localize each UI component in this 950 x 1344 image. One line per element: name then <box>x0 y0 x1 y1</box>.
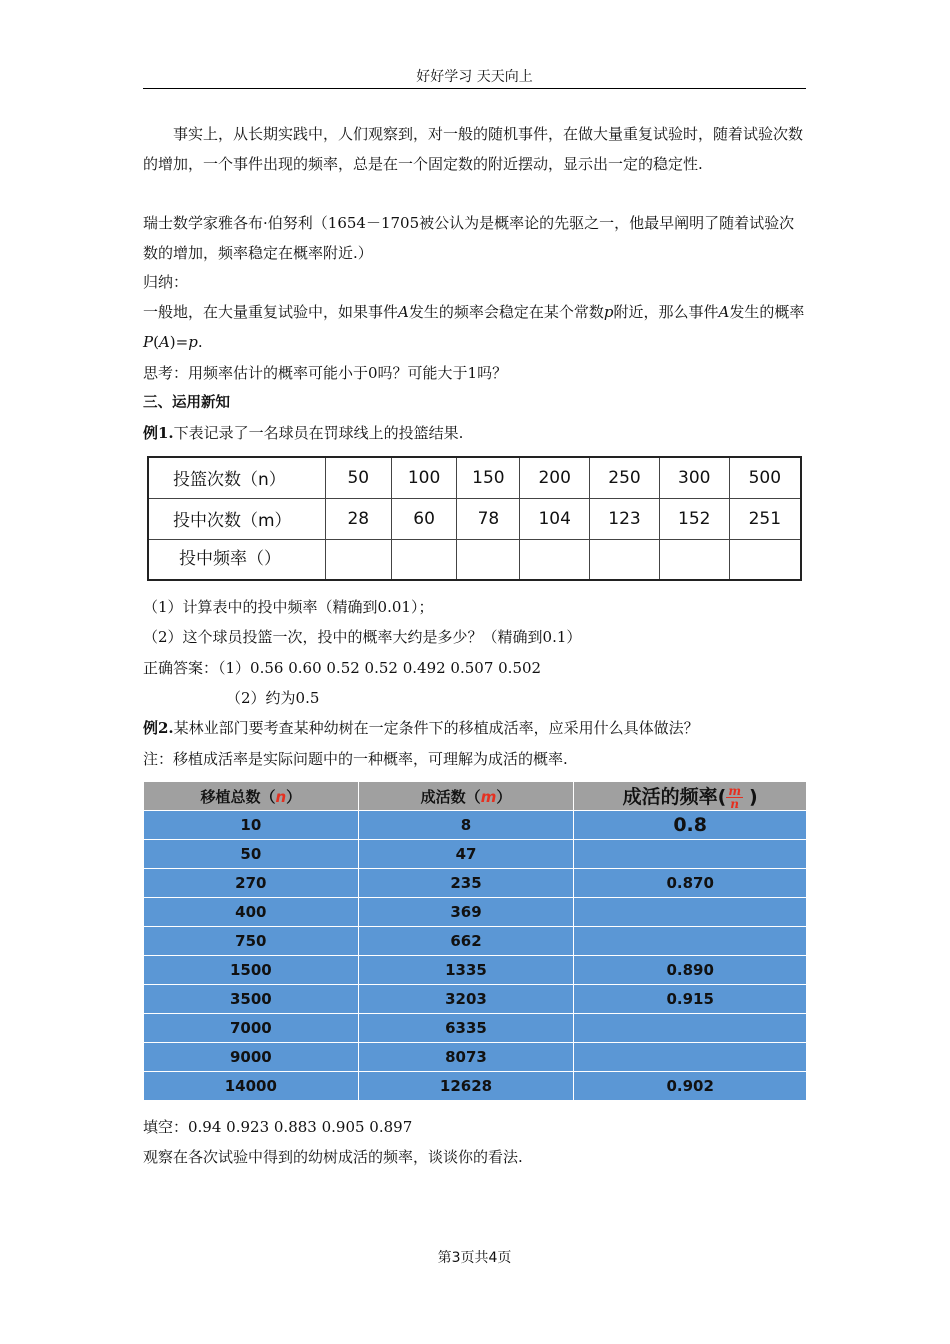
fraction-denominator: n <box>730 797 740 811</box>
answer-1: 正确答案：（1）0.56 0.60 0.52 0.52 0.492 0.507 0.502 <box>143 659 542 677</box>
table-row <box>148 457 801 498</box>
table-cell: 750 <box>144 927 359 956</box>
constant-p-2: p <box>188 332 198 351</box>
table-cell: 662 <box>358 927 574 956</box>
table-row <box>144 898 807 927</box>
table-cell <box>729 539 801 580</box>
table-row <box>148 539 801 580</box>
table-cell: 8073 <box>358 1043 574 1072</box>
summary-text-b: 发生的频率会稳定在某个常数 <box>408 303 604 321</box>
table-cell: 12628 <box>358 1072 574 1101</box>
fraction-numerator: m <box>728 784 742 798</box>
table-cell <box>325 539 391 580</box>
table-cell <box>574 1014 807 1043</box>
example-1-text: 下表记录了一名球员在罚球线上的投篮结果. <box>173 424 464 442</box>
table-cell <box>590 539 660 580</box>
event-a-3: A <box>158 332 170 351</box>
page-footer: 第3页共4页 <box>437 1250 512 1266</box>
table-cell: 10 <box>144 811 359 840</box>
table-cell: 0.915 <box>574 985 807 1014</box>
table-cell <box>520 539 590 580</box>
table-row <box>144 1072 807 1101</box>
header-total-label: 移植总数（ <box>200 787 276 806</box>
page-header: 好好学习 天天向上 <box>416 69 533 85</box>
header-survived-label: 成活数（ <box>420 787 481 806</box>
answer-2: （2）约为0.5 <box>226 689 320 707</box>
table-cell: 1335 <box>358 956 574 985</box>
table-cell <box>659 539 729 580</box>
table-cell: 250 <box>590 457 660 498</box>
event-a-2: A <box>718 303 730 321</box>
paren-close: )= <box>169 332 189 351</box>
basketball-table <box>147 456 802 581</box>
header-survived <box>358 782 574 811</box>
example-1-label: 例1. <box>143 424 174 442</box>
example-1 <box>143 419 807 449</box>
note: 注：移植成活率是实际问题中的一种概率，可理解为成活的概率. <box>143 750 568 768</box>
header-survived-end: ） <box>496 787 512 806</box>
survival-table <box>143 781 807 1101</box>
example-2-label: 例2. <box>143 719 174 737</box>
table-cell: 3500 <box>144 985 359 1014</box>
summary-text-d: 发生的概率 <box>729 303 805 321</box>
event-a: A <box>398 303 409 321</box>
table-cell <box>391 539 457 580</box>
table-cell: 6335 <box>358 1014 574 1043</box>
table-row <box>148 498 801 539</box>
table-cell <box>457 539 520 580</box>
table-cell: 47 <box>358 840 574 869</box>
table-cell: 300 <box>659 457 729 498</box>
table-cell: 369 <box>358 898 574 927</box>
summary-paragraph <box>143 298 807 357</box>
table-cell: 500 <box>729 457 801 498</box>
table-cell: 14000 <box>144 1072 359 1101</box>
observe-question: 观察在各次试验中得到的幼树成活的频率，谈谈你的看法. <box>143 1148 523 1166</box>
think-question: 思考：用频率估计的概率可能小于0吗？可能大于1吗？ <box>143 364 508 382</box>
table-cell: 1500 <box>144 956 359 985</box>
table-cell: 251 <box>729 498 801 539</box>
table-cell <box>574 898 807 927</box>
table-row <box>144 840 807 869</box>
table-cell: 100 <box>391 457 457 498</box>
table-row <box>144 869 807 898</box>
prob-p: P <box>143 332 154 351</box>
table-cell: 0.870 <box>574 869 807 898</box>
summary-label: 归纳： <box>143 273 189 291</box>
row-header: 投篮次数（n） <box>148 457 325 498</box>
table-cell: 152 <box>659 498 729 539</box>
table-header-row <box>144 782 807 811</box>
table-row <box>144 927 807 956</box>
table-row <box>144 1043 807 1072</box>
header-frequency-end: ) <box>749 786 758 808</box>
table-cell: 0.890 <box>574 956 807 985</box>
table-cell: 104 <box>520 498 590 539</box>
table-cell: 60 <box>391 498 457 539</box>
summary-text-c: 附近，那么事件 <box>613 303 719 321</box>
fraction-m-over-n <box>726 785 743 810</box>
section-title: 三、运用新知 <box>143 395 230 411</box>
table-cell: 9000 <box>144 1043 359 1072</box>
bernoulli-paragraph: 瑞士数学家雅各布·伯努利（1654－1705被公认为是概率论的先驱之一，他最早阐明了随着试验次数的增加，频率稳定在概率附近.） <box>143 214 795 262</box>
table-cell <box>574 927 807 956</box>
question-1: （1）计算表中的投中频率（精确到0.01）； <box>143 598 434 616</box>
table-cell <box>574 840 807 869</box>
header-frequency <box>574 782 807 811</box>
header-total-end: ） <box>286 787 302 806</box>
table-cell: 8 <box>358 811 574 840</box>
table-cell: 150 <box>457 457 520 498</box>
table-cell: 50 <box>144 840 359 869</box>
table-cell: 0.8 <box>574 811 807 840</box>
table-cell <box>574 1043 807 1072</box>
summary-dot: . <box>197 332 203 351</box>
table-cell: 3203 <box>358 985 574 1014</box>
header-total-var: n <box>275 787 287 806</box>
example-2 <box>143 714 807 744</box>
example-2-text: 某林业部门要考查某种幼树在一定条件下的移植成活率，应采用什么具体做法？ <box>173 719 699 737</box>
table-row <box>144 1014 807 1043</box>
table-cell: 28 <box>325 498 391 539</box>
table-cell: 400 <box>144 898 359 927</box>
table-cell: 123 <box>590 498 660 539</box>
table-row <box>144 811 807 840</box>
table-cell: 78 <box>457 498 520 539</box>
constant-p: p <box>603 303 614 321</box>
row-header: 投中次数（m） <box>148 498 325 539</box>
header-rule <box>143 88 806 89</box>
table-cell: 50 <box>325 457 391 498</box>
question-2: （2）这个球员投篮一次，投中的概率大约是多少？（精确到0.1） <box>143 628 582 646</box>
table-row <box>144 985 807 1014</box>
table-cell: 0.902 <box>574 1072 807 1101</box>
header-frequency-label: 成活的频率( <box>622 786 727 808</box>
intro-paragraph: 事实上，从长期实践中，人们观察到，对一般的随机事件，在做大量重复试验时，随着试验次数的增加，一个事件出现的频率，总是在一个固定数的附近摆动，显示出一定的稳定性. <box>143 125 804 173</box>
header-total <box>144 782 359 811</box>
table-cell: 235 <box>358 869 574 898</box>
table-cell: 200 <box>520 457 590 498</box>
fill-blanks: 填空：0.94 0.923 0.883 0.905 0.897 <box>143 1118 413 1136</box>
summary-text-a: 一般地，在大量重复试验中，如果事件 <box>143 303 399 321</box>
table-row <box>144 956 807 985</box>
table-cell: 270 <box>144 869 359 898</box>
table-cell: 7000 <box>144 1014 359 1043</box>
header-survived-var: m <box>480 787 497 806</box>
row-header: 投中频率（） <box>148 539 325 580</box>
paren-open: ( <box>153 332 159 351</box>
